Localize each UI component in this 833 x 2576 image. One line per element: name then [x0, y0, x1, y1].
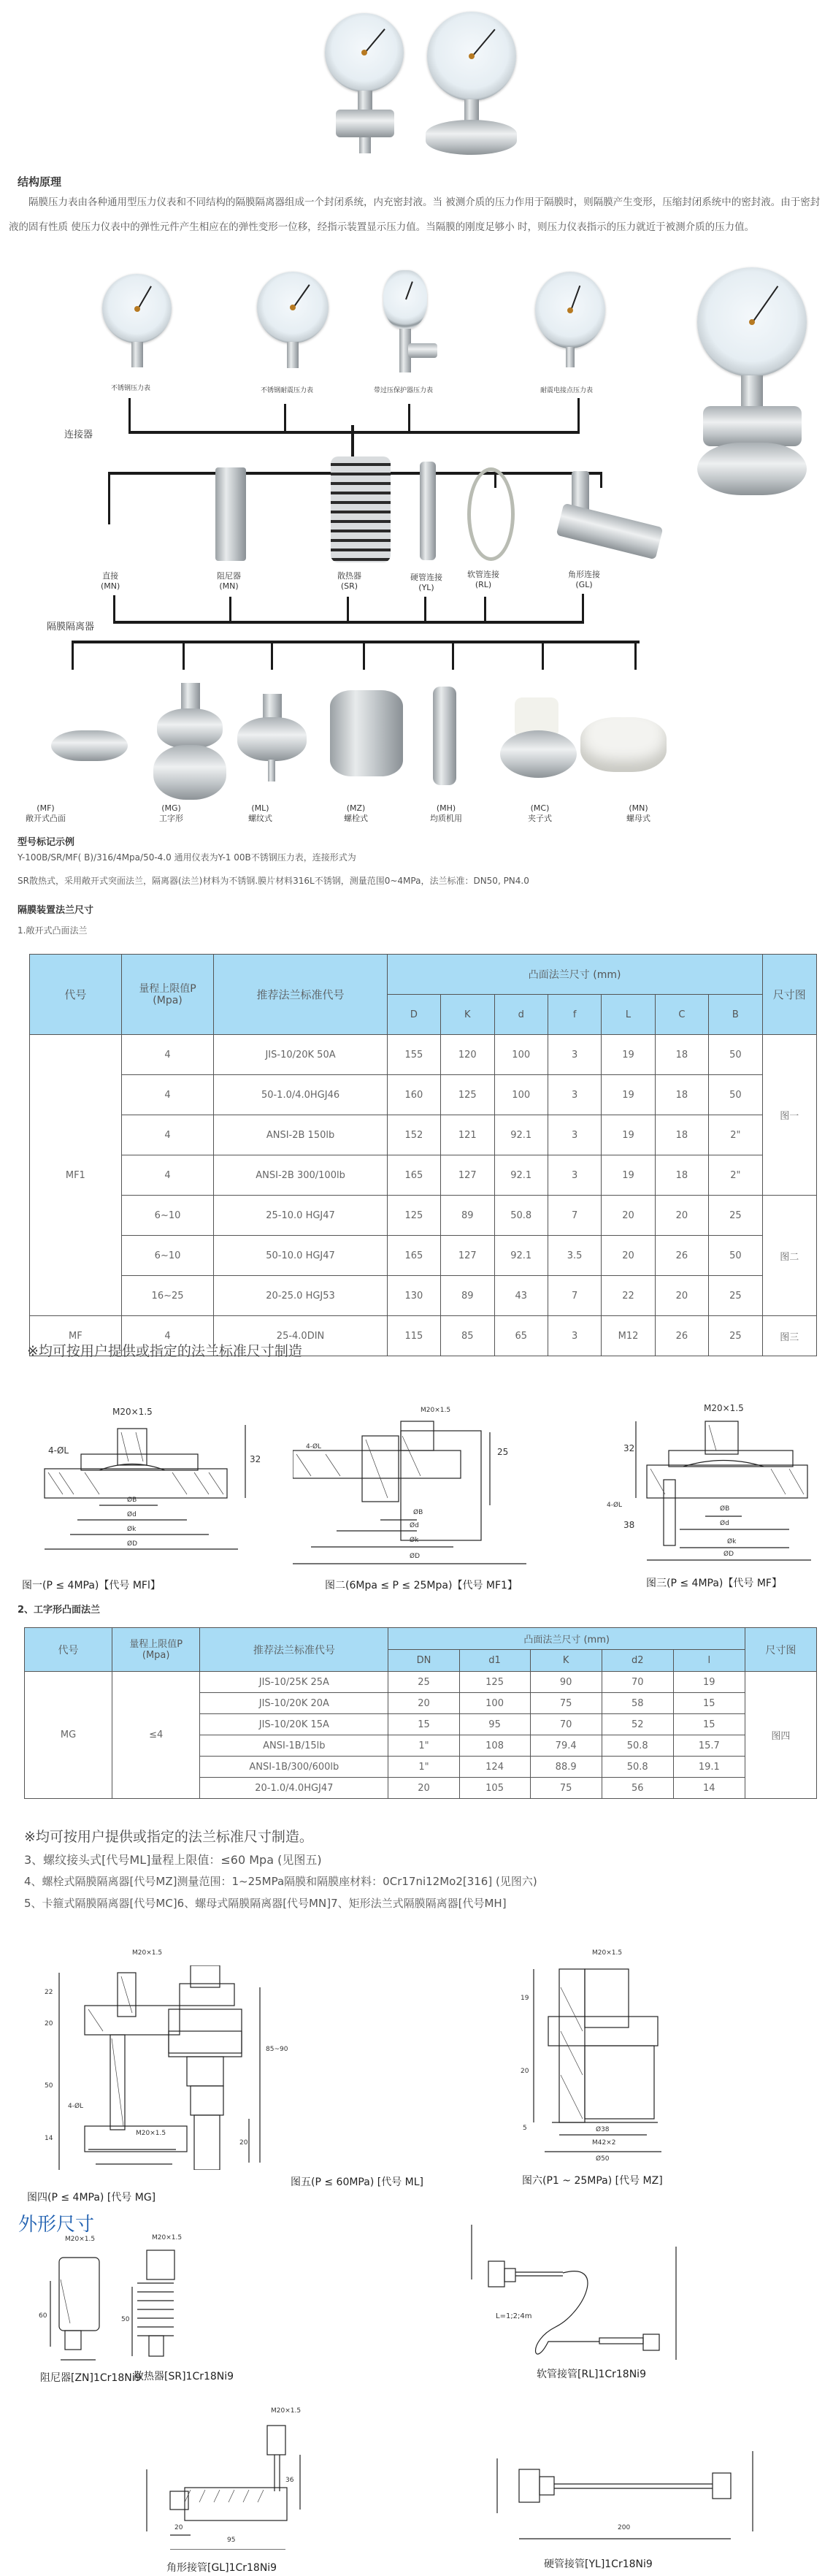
cell-dim: 25 — [709, 1196, 762, 1236]
cell-range: 4 — [121, 1075, 214, 1115]
fig1-label: ØD — [127, 1540, 138, 1548]
fig1-label: 4-ØL — [48, 1445, 69, 1456]
gauge-overpressure-protector — [383, 270, 442, 372]
isolator-group-label: 隔膜隔离器 — [47, 622, 95, 632]
isolator-mn: (MN) 螺母式 — [626, 803, 650, 823]
fig2-label: Ød — [410, 1522, 419, 1529]
isolator-mf-photo — [51, 730, 128, 761]
cell-dim: 15.7 — [673, 1735, 745, 1757]
isolator-mg: (MG) 工字形 — [159, 803, 183, 823]
connector-rigid-tube: 硬管连接 (YL) — [410, 573, 442, 592]
figure-4-caption: 图四(P ≤ 4MPa) [代号 MG] — [27, 2192, 156, 2204]
fig6-label: 19 — [521, 1995, 529, 2002]
connector-direct: 直接 (MN) — [101, 571, 120, 591]
table-row — [30, 1236, 817, 1276]
cell-dim: 3 — [548, 1155, 601, 1196]
cell-dim: 125 — [459, 1672, 530, 1693]
rigid-tube-length-label: 200 — [618, 2524, 631, 2531]
angle-thread-label: M20×1.5 — [271, 2407, 302, 2415]
fig3-label: Ød — [720, 1520, 729, 1527]
isolator-mc-photo — [500, 697, 577, 778]
fig4-label: 20 — [45, 2020, 53, 2027]
fig4-thread-label: M20×1.5 — [132, 1949, 163, 1957]
cell-dim: 124 — [459, 1757, 530, 1778]
table-row — [30, 1196, 817, 1236]
outline-radiator-drawing — [121, 2228, 202, 2368]
outline-angle-drawing — [131, 2403, 352, 2550]
fig3-label: 38 — [623, 1520, 635, 1530]
structure-paragraph: 隔膜压力表由各种通用型压力仪表和不同结构的隔膜隔离器组成一个封闭系统，内充密封液。当 被测介质的压力作用于隔膜时，则隔膜产生变形，压缩封闭系统中的密封液。由于密封液的固有性质 使压力仪表中的弹性元件产生相应在的弹性变形一位移，经指示装置显示压力值。当隔膜的刚度足够小 时，则压力仪表指示的压力就近于被测介质的压力值。 — [9, 196, 821, 233]
cell-code: MF1 — [30, 1035, 122, 1316]
cell-dim: 85 — [441, 1316, 494, 1356]
fig3-label: 4-ØL — [607, 1502, 623, 1509]
cell-code: MF — [30, 1316, 122, 1356]
drawing-figure-5-shape — [124, 1965, 126, 1966]
cell-dim: 89 — [441, 1196, 494, 1236]
th-dim-K: K — [530, 1650, 602, 1672]
cell-dim: 165 — [387, 1236, 440, 1276]
cell-dim: 115 — [387, 1316, 440, 1356]
fig4-label: 50 — [45, 2082, 53, 2090]
drawing-figure-3 — [602, 1388, 823, 1579]
th-standard: 推荐法兰标准代号 — [214, 955, 387, 1035]
outline-rigid-tube-drawing — [482, 2439, 775, 2550]
cell-dim: 20 — [655, 1276, 708, 1316]
cell-dim: M12 — [602, 1316, 655, 1356]
isolator-mc: (MC) 夹子式 — [528, 803, 552, 823]
cell-range: 4 — [121, 1155, 214, 1196]
fig1-label: ØB — [127, 1497, 137, 1504]
cell-dim: 92.1 — [494, 1236, 548, 1276]
cell-dim: 160 — [387, 1075, 440, 1115]
cell-dim: 65 — [494, 1316, 548, 1356]
th-dim-d1: d1 — [459, 1650, 530, 1672]
cell-dim: 75 — [530, 1778, 602, 1799]
cell-standard: ANSI-1B/15lb — [200, 1735, 388, 1757]
cell-dim: 15 — [673, 1714, 745, 1735]
cell-dim: 50 — [709, 1075, 762, 1115]
cell-dim: 7 — [548, 1196, 601, 1236]
figure-6-caption: 图六(P1 ~ 25MPa) [代号 MZ] — [522, 2175, 663, 2187]
cell-range: 6~10 — [121, 1196, 214, 1236]
cell-dim: 20 — [388, 1778, 459, 1799]
cell-dim: 20 — [388, 1693, 459, 1714]
cell-dim: 70 — [530, 1714, 602, 1735]
cell-dim: 25 — [388, 1672, 459, 1693]
cell-code: MG — [25, 1672, 112, 1799]
connector-radiator-photo — [331, 456, 391, 562]
cell-figure: 图三 — [762, 1316, 816, 1356]
outline-rigid-tube-caption: 硬管接管[YL]1Cr18Ni9 — [544, 2558, 653, 2570]
model-example-line1: Y-100B/SR/MF( B)/316/4Mpa/50-4.0 通用仪表为Y-1 00B不锈钢压力表，连接形式为 — [18, 852, 356, 863]
fig3-label: 32 — [623, 1443, 635, 1453]
cell-dim: 100 — [459, 1693, 530, 1714]
fig4-label: 22 — [45, 1989, 53, 1996]
gauge-dial-icon — [325, 13, 404, 92]
cell-dim: 26 — [655, 1236, 708, 1276]
isolator-mz-photo — [330, 690, 403, 776]
cell-dim: 19 — [602, 1155, 655, 1196]
gauge-label-1: 不锈钢压力表 — [111, 385, 151, 392]
cell-dim: 19 — [673, 1672, 745, 1693]
damper-dim-label: 60 — [39, 2312, 47, 2320]
cell-dim: 125 — [441, 1075, 494, 1115]
cell-dim: 70 — [602, 1672, 673, 1693]
cell-dim: 3.5 — [548, 1236, 601, 1276]
connector-damper-photo — [215, 467, 246, 561]
cell-standard: ANSI-2B 150lb — [214, 1115, 387, 1155]
cell-dim: 92.1 — [494, 1115, 548, 1155]
th-dims-group: 凸面法兰尺寸 (mm) — [387, 955, 762, 995]
fig1-thread-label: M20×1.5 — [112, 1407, 153, 1417]
table-row — [30, 1276, 817, 1316]
cell-range: ≤4 — [112, 1672, 200, 1799]
th-dims-group: 凸面法兰尺寸 (mm) — [388, 1628, 745, 1650]
fig4-label: 14 — [45, 2135, 53, 2142]
note-ml: 3、螺纹接头式[代号ML]量程上限值：≤60 Mpa (见图五) — [24, 1853, 322, 1867]
fig2-label: 4-ØL — [306, 1443, 322, 1451]
cell-dim: 14 — [673, 1778, 745, 1799]
cell-dim: 50.8 — [494, 1196, 548, 1236]
drawing-figure-1 — [18, 1388, 268, 1579]
cell-dim: 18 — [655, 1075, 708, 1115]
cell-dim: 95 — [459, 1714, 530, 1735]
cell-dim: 20 — [602, 1196, 655, 1236]
th-dim-d: d — [494, 995, 548, 1035]
model-example-title: 型号标记示例 — [18, 837, 75, 848]
fig3-label: Øk — [727, 1538, 737, 1545]
cell-dim: 25 — [709, 1276, 762, 1316]
cell-standard: 50-10.0 HGJ47 — [214, 1236, 387, 1276]
fig6-label: Ø50 — [596, 2155, 610, 2163]
cell-dim: 3 — [548, 1035, 601, 1075]
custom-flange-note-2: ※均可按用户提供或指定的法兰标准尺寸制造。 — [24, 1829, 313, 1845]
cell-dim: 19 — [602, 1115, 655, 1155]
damper-thread-label: M20×1.5 — [65, 2236, 96, 2243]
cell-dim: 165 — [387, 1155, 440, 1196]
fig3-label: ØD — [723, 1551, 734, 1558]
table-row — [30, 1155, 817, 1196]
cell-range: 16~25 — [121, 1276, 214, 1316]
cell-standard: 25-10.0 HGJ47 — [214, 1196, 387, 1236]
cell-dim: 15 — [388, 1714, 459, 1735]
flange-subtitle-1: 1.敞开式凸面法兰 — [18, 925, 88, 936]
table-row — [30, 1075, 817, 1115]
cell-dim: 127 — [441, 1236, 494, 1276]
isolator-mg-photo — [153, 683, 226, 800]
fig5-label: 20 — [239, 2139, 248, 2147]
cell-standard: 20-25.0 HGJ53 — [214, 1276, 387, 1316]
table-row — [30, 1035, 817, 1075]
cell-standard: JIS-10/25K 25A — [200, 1672, 388, 1693]
cell-dim: 7 — [548, 1276, 601, 1316]
connector-rigid-tube-photo — [420, 462, 436, 560]
cell-dim: 50 — [709, 1236, 762, 1276]
cell-range: 4 — [121, 1316, 214, 1356]
isolator-ml: (ML) 螺纹式 — [248, 803, 272, 823]
th-range: 量程上限值P (Mpa) — [121, 955, 214, 1035]
outline-radiator-caption: 散热器[SR]1Cr18Ni9 — [134, 2371, 234, 2382]
cell-dim: 1" — [388, 1757, 459, 1778]
isolator-mn-photo — [580, 717, 667, 772]
fig4-label: 4-ØL — [68, 2103, 84, 2110]
cell-dim: 43 — [494, 1276, 548, 1316]
cell-dim: 89 — [441, 1276, 494, 1316]
gauge-label-3: 带过压保护器压力表 — [374, 387, 434, 394]
outline-damper-drawing — [39, 2228, 126, 2368]
isolator-mf: (MF) 敞开式凸面 — [26, 803, 66, 823]
connector-damper: 阻尼器 (MN) — [217, 571, 241, 591]
diaphragm-gauge-assembly-photo — [697, 267, 814, 494]
angle-dim-36: 36 — [285, 2477, 294, 2484]
th-dim-C: C — [655, 995, 708, 1035]
flange-table-open-raised — [29, 954, 817, 1356]
th-dim-B: B — [709, 995, 762, 1035]
cell-dim: 20 — [602, 1236, 655, 1276]
cell-dim: 121 — [441, 1115, 494, 1155]
cell-dim: 3 — [548, 1316, 601, 1356]
cell-dim: 56 — [602, 1778, 673, 1799]
cell-standard: ANSI-2B 300/100lb — [214, 1155, 387, 1196]
outline-angle-caption: 角形接管[GL]1Cr18Ni9 — [166, 2562, 277, 2574]
gauge-label-4: 耐震电接点压力表 — [540, 387, 594, 394]
isolator-mz: (MZ) 螺栓式 — [344, 803, 368, 823]
drawing-figure-5-main — [128, 1965, 348, 2171]
isolator-mh: (MH) 均质机用 — [430, 803, 462, 823]
drawing-figure-6 — [511, 1943, 695, 2163]
cell-dim: 105 — [459, 1778, 530, 1799]
cell-dim: 19.1 — [673, 1757, 745, 1778]
cell-dim: 18 — [655, 1155, 708, 1196]
cell-dim: 92.1 — [494, 1155, 548, 1196]
angle-dim-20: 20 — [174, 2524, 183, 2531]
cell-dim: 50.8 — [602, 1735, 673, 1757]
table-row — [30, 1115, 817, 1155]
isolator-ml-photo — [237, 694, 307, 781]
cell-dim: 120 — [441, 1035, 494, 1075]
cell-dim: 50 — [709, 1035, 762, 1075]
fig5-thread-label: M20×1.5 — [136, 2130, 166, 2137]
model-example-line2: SR散热式，采用敞开式突面法兰，隔离器(法兰)材料为不锈钢.膜片材料316L不锈钢，测量范围0~4MPa，法兰标准：DN50, PN4.0 — [18, 876, 529, 886]
hose-length-label: L=1;2;4m — [496, 2312, 532, 2320]
cell-dim: 52 — [602, 1714, 673, 1735]
radiator-thread-label: M20×1.5 — [152, 2234, 183, 2241]
cell-dim: 3 — [548, 1075, 601, 1115]
fig3-label: ØB — [720, 1505, 730, 1513]
outline-hose-caption: 软管接管[RL]1Cr18Ni9 — [537, 2369, 646, 2380]
connector-hose: 软管连接 (RL) — [467, 570, 499, 589]
cell-range: 4 — [121, 1115, 214, 1155]
th-dim-f: f — [548, 995, 601, 1035]
cell-dim: 152 — [387, 1115, 440, 1155]
th-figure: 尺寸图 — [762, 955, 816, 1035]
gauge-dial-icon — [427, 12, 516, 101]
fig1-label: 32 — [250, 1454, 261, 1464]
fig2-label: 25 — [497, 1447, 509, 1457]
fig6-label: 20 — [521, 2068, 529, 2075]
cell-standard: 50-1.0/4.0HGJ46 — [214, 1075, 387, 1115]
th-standard: 推荐法兰标准代号 — [200, 1628, 388, 1672]
th-code: 代号 — [25, 1628, 112, 1672]
fig5-label: 85~90 — [266, 2046, 288, 2053]
connector-angle: 角形连接 (GL) — [568, 570, 600, 589]
cell-dim: 90 — [530, 1672, 602, 1693]
cell-dim: 19 — [602, 1035, 655, 1075]
cell-dim: 25 — [709, 1316, 762, 1356]
note-mc-mn-mh: 5、卡箍式隔膜隔离器[代号MC]6、螺母式隔膜隔离器[代号MN]7、矩形法兰式隔膜隔离器[代号MH] — [24, 1897, 507, 1910]
cell-dim: 18 — [655, 1035, 708, 1075]
figure-1-caption: 图一(P ≤ 4MPa)【代号 MFl】 — [22, 1580, 161, 1591]
figure-2-caption: 图二(6Mpa ≤ P ≤ 25Mpa)【代号 MF1】 — [325, 1580, 518, 1591]
table-row — [25, 1672, 817, 1693]
cell-standard: 25-4.0DIN — [214, 1316, 387, 1356]
gauge-electric-contact — [535, 272, 608, 370]
connector-radiator: 散热器 (SR) — [337, 571, 361, 591]
cell-standard: JIS-10/20K 20A — [200, 1693, 388, 1714]
th-figure: 尺寸图 — [745, 1628, 816, 1672]
fig6-label: Ø38 — [596, 2126, 610, 2133]
outline-hose-drawing — [453, 2224, 761, 2364]
cell-dim: 125 — [387, 1196, 440, 1236]
connector-hose-photo — [467, 467, 515, 561]
flange-table-i-shaped — [24, 1627, 817, 1799]
fig3-thread-label: M20×1.5 — [704, 1403, 744, 1413]
cell-dim: 19 — [602, 1075, 655, 1115]
outline-damper-caption: 阻尼器[ZN]1Cr18Ni9 — [40, 2372, 142, 2384]
cell-dim: 26 — [655, 1316, 708, 1356]
th-dim-DN: DN — [388, 1650, 459, 1672]
cell-dim: 155 — [387, 1035, 440, 1075]
cell-figure: 图二 — [762, 1196, 816, 1316]
fig2-label: ØD — [410, 1553, 421, 1560]
cell-dim: 1" — [388, 1735, 459, 1757]
custom-flange-note-1: ※均可按用户提供或指定的法兰标准尺寸制造 — [27, 1343, 302, 1359]
flange-section-title: 隔膜装置法兰尺寸 — [18, 905, 94, 916]
fig6-thread-label: M20×1.5 — [592, 1949, 623, 1957]
table2-title: 2、工字形凸面法兰 — [18, 1605, 101, 1616]
cell-dim: 100 — [494, 1075, 548, 1115]
cell-dim: 20 — [655, 1196, 708, 1236]
cell-dim: 15 — [673, 1693, 745, 1714]
gauge-stainless — [102, 274, 175, 369]
cell-standard: JIS-10/20K 15A — [200, 1714, 388, 1735]
cell-range: 6~10 — [121, 1236, 214, 1276]
outline-title: 外形尺寸 — [18, 2214, 95, 2236]
cell-figure: 图一 — [762, 1035, 816, 1196]
figure-3-caption: 图三(P ≤ 4MPa)【代号 MF】 — [646, 1578, 782, 1589]
th-dim-d2: d2 — [602, 1650, 673, 1672]
fig6-label: M42×2 — [592, 2139, 616, 2147]
cell-dim: 127 — [441, 1155, 494, 1196]
cell-standard: ANSI-1B/300/600lb — [200, 1757, 388, 1778]
cell-dim: 100 — [494, 1035, 548, 1075]
th-range: 量程上限值P (Mpa) — [112, 1628, 200, 1672]
fig1-label: Øk — [127, 1526, 137, 1533]
cell-dim: 58 — [602, 1693, 673, 1714]
cell-dim: 79.4 — [530, 1735, 602, 1757]
drawing-figure-2 — [292, 1388, 534, 1579]
cell-dim: 50.8 — [602, 1757, 673, 1778]
cell-dim: 108 — [459, 1735, 530, 1757]
fig6-label: 5 — [523, 2125, 527, 2132]
connector-angle-photo — [558, 471, 668, 559]
radiator-dim-label: 50 — [121, 2316, 130, 2323]
cell-dim: 2" — [709, 1115, 762, 1155]
structure-title: 结构原理 — [18, 175, 62, 188]
cell-dim: 75 — [530, 1693, 602, 1714]
cell-range: 4 — [121, 1035, 214, 1075]
cell-standard: JIS-10/20K 50A — [214, 1035, 387, 1075]
cell-dim: 3 — [548, 1115, 601, 1155]
gauge-label-2: 不锈钢耐震压力表 — [261, 387, 314, 394]
th-dim-K: K — [441, 995, 494, 1035]
th-dim-l: l — [673, 1650, 745, 1672]
th-dim-D: D — [387, 995, 440, 1035]
hero-photo-small-flange-gauge — [325, 13, 405, 159]
cell-dim: 88.9 — [530, 1757, 602, 1778]
fig2-label: Øk — [410, 1537, 419, 1544]
th-code: 代号 — [30, 955, 122, 1035]
cell-dim: 130 — [387, 1276, 440, 1316]
fig2-thread-label: M20×1.5 — [421, 1407, 451, 1414]
cell-dim: 18 — [655, 1115, 708, 1155]
angle-dim-95: 95 — [227, 2537, 236, 2544]
fig2-label: ØB — [413, 1509, 423, 1516]
fig1-label: Ød — [127, 1511, 137, 1518]
figure-5-caption-visible: 图五(P ≤ 60MPa) [代号 ML] — [291, 2176, 423, 2188]
gauge-stainless-shockproof — [257, 272, 334, 370]
note-mz: 4、螺栓式隔膜隔离器[代号MZ]测量范围：1~25MPa隔膜和隔膜座材料：0Cr17ni12Mo2[316] (见图六) — [24, 1875, 537, 1888]
isolator-mh-photo — [433, 687, 456, 785]
hero-photo-large-flange-gauge — [426, 12, 517, 158]
th-dim-L: L — [602, 995, 655, 1035]
connector-group-label: 连接器 — [64, 429, 93, 440]
cell-dim: 22 — [602, 1276, 655, 1316]
cell-dim: 2" — [709, 1155, 762, 1196]
cell-figure: 图四 — [745, 1672, 816, 1799]
cell-standard: 20-1.0/4.0HGJ47 — [200, 1778, 388, 1799]
